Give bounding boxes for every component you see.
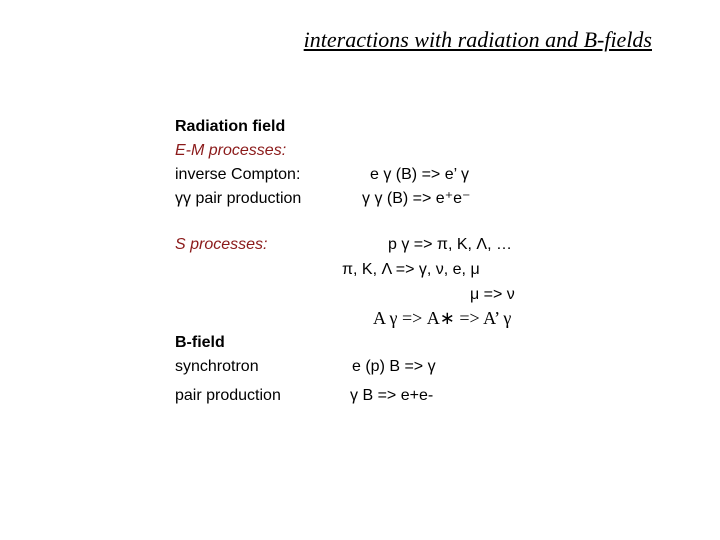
synchrotron-equation: e (p) B => γ <box>352 358 436 375</box>
slide-title: interactions with radiation and B-fields <box>303 27 652 52</box>
inverse-compton-label: inverse Compton: <box>175 166 301 183</box>
synchrotron-label: synchrotron <box>175 358 259 375</box>
photo-pion-equation: p γ => π, K, Λ, … <box>388 236 512 253</box>
muon-decay-equation: μ => ν <box>470 286 515 303</box>
gamma-gamma-equation: γ γ (B) => e⁺e⁻ <box>362 190 471 207</box>
decay-products-equation: π, K, Λ => γ, ν, e, μ <box>342 261 480 278</box>
pair-production-label: pair production <box>175 387 281 404</box>
nucleus-excitation-equation: A γ => A∗ => A’ γ <box>373 308 512 328</box>
inverse-compton-equation: e γ (B) => e’ γ <box>370 166 469 183</box>
radiation-field-heading: Radiation field <box>175 118 286 135</box>
em-processes-label: E-M processes: <box>175 142 287 159</box>
gamma-gamma-pair-label: γγ pair production <box>175 190 302 207</box>
b-field-heading: B-field <box>175 334 225 351</box>
s-processes-label: S processes: <box>175 236 268 253</box>
pair-production-equation: γ B => e+e- <box>350 387 434 404</box>
